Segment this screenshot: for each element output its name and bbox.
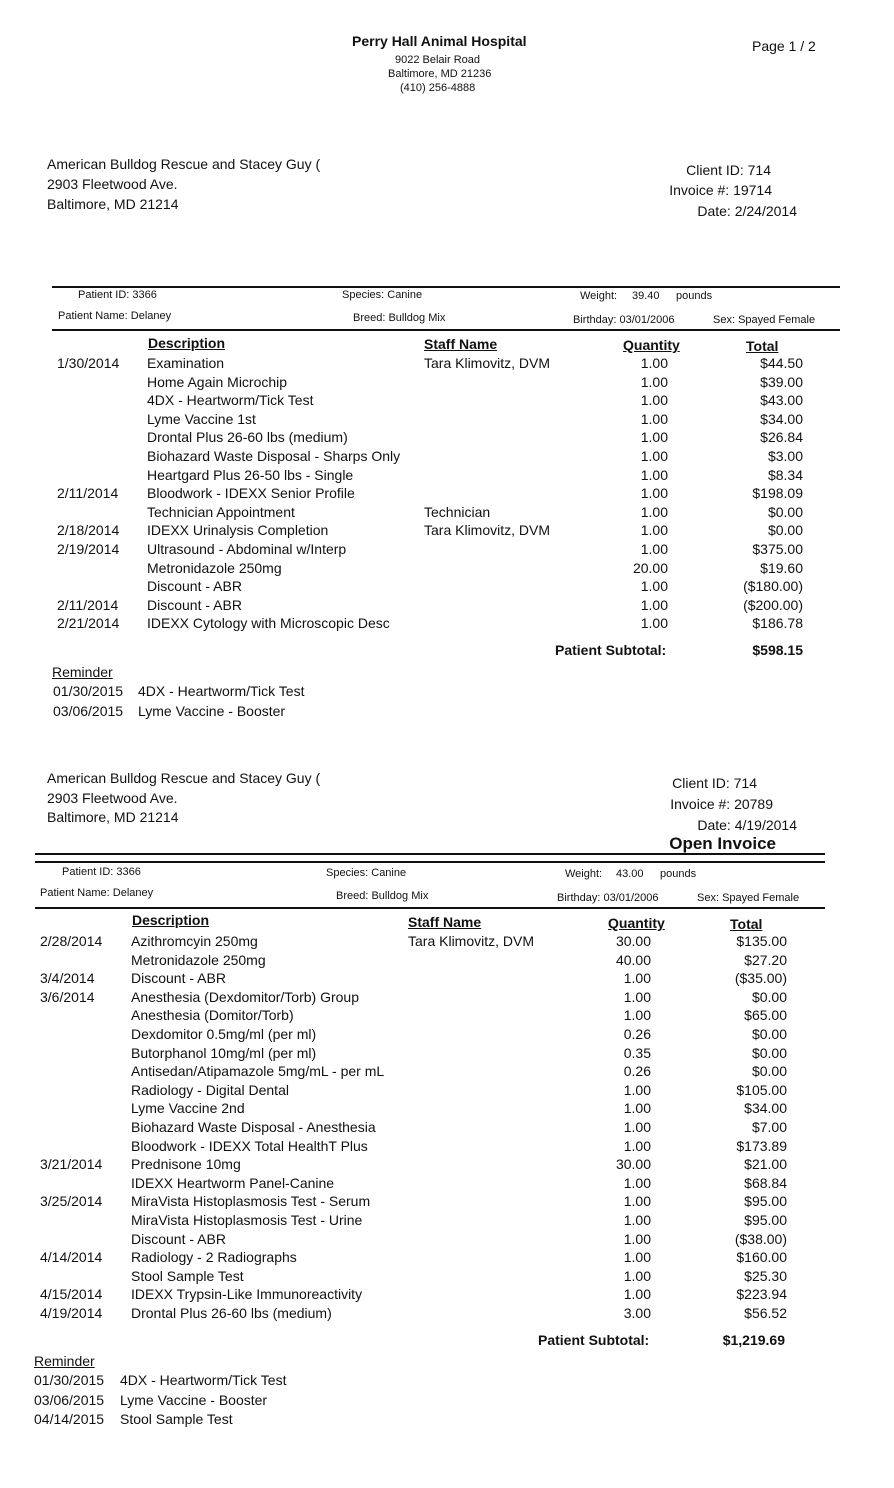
item-description: Drontal Plus 26-60 lbs (medium) (131, 1305, 332, 1321)
patient-sex: Sex: Spayed Female (697, 892, 800, 904)
item-description: Antisedan/Atipamazole 5mg/mL - per mL (131, 1063, 385, 1080)
item-total: $95.00 (744, 1193, 787, 1210)
item-description: Technician Appointment (147, 503, 295, 520)
table-row (0, 1007, 894, 1026)
table-row (0, 1249, 894, 1268)
item-quantity: 1.00 (623, 1007, 651, 1024)
divider (35, 853, 825, 855)
item-quantity: 1.00 (623, 1174, 651, 1191)
item-description: Home Again Microchip (147, 373, 288, 390)
invoice-date: Date: 4/19/2014 (697, 817, 797, 833)
item-quantity: 1.00 (623, 1100, 651, 1117)
table-row (0, 522, 894, 541)
item-quantity: 40.00 (615, 951, 651, 968)
reminder-text: Lyme Vaccine - Booster (138, 702, 286, 719)
item-total: $34.00 (744, 1100, 787, 1117)
item-total: $0.00 (751, 1026, 787, 1042)
item-total: $135.00 (736, 933, 787, 949)
patient-birthday: Birthday: 03/01/2006 (573, 314, 675, 326)
column-header-staff: Staff Name (424, 336, 498, 352)
client-name: American Bulldog Rescue and Stacey Guy ( (47, 770, 321, 786)
table-row (0, 952, 894, 971)
column-header-total: Total (746, 338, 779, 354)
reminder-item (0, 683, 894, 702)
table-row (0, 989, 894, 1008)
item-quantity: 1.00 (640, 410, 668, 427)
subtotal-label: Patient Subtotal: (538, 1332, 650, 1348)
item-total: $26.84 (760, 429, 803, 446)
column-header-quantity: Quantity (608, 915, 665, 931)
item-date: 3/4/2014 (40, 970, 95, 987)
item-date: 2/18/2014 (57, 522, 120, 539)
item-total: ($180.00) (743, 578, 803, 595)
column-header-total: Total (730, 916, 763, 932)
column-header-staff: Staff Name (408, 914, 482, 930)
item-quantity: 1.00 (640, 355, 668, 371)
subtotal-value: $598.15 (752, 642, 803, 658)
item-quantity: 1.00 (623, 1286, 651, 1303)
item-total: $39.00 (760, 373, 803, 390)
item-quantity: 30.00 (615, 933, 651, 949)
hospital-name: Perry Hall Animal Hospital (352, 33, 527, 49)
patient-weight-label: Weight: (565, 868, 603, 880)
patient-weight-unit: pounds (676, 290, 713, 302)
item-quantity: 3.00 (623, 1305, 651, 1321)
item-description: Lyme Vaccine 1st (147, 410, 256, 427)
table-row (0, 1063, 894, 1082)
item-quantity: 1.00 (640, 503, 668, 520)
item-staff: Tara Klimovitz, DVM (424, 355, 551, 371)
item-date: 2/11/2014 (57, 485, 119, 502)
item-date: 2/11/2014 (57, 596, 119, 613)
item-description: 4DX - Heartworm/Tick Test (147, 392, 314, 409)
client-address2: Baltimore, MD 21214 (47, 196, 179, 212)
invoice-number: Invoice #: 20789 (670, 796, 773, 812)
table-row (0, 1156, 894, 1175)
item-description: Stool Sample Test (131, 1267, 244, 1284)
item-description: Discount - ABR (147, 578, 242, 595)
item-total: $0.00 (767, 522, 803, 539)
item-quantity: 30.00 (615, 1156, 651, 1173)
subtotal-value: $1,219.69 (722, 1332, 785, 1348)
item-date: 3/6/2014 (40, 988, 95, 1005)
reminder-title: Reminder (52, 664, 113, 680)
item-total: $105.00 (736, 1081, 787, 1098)
item-quantity: 1.00 (640, 522, 668, 539)
item-total: $173.89 (736, 1137, 787, 1154)
column-header-quantity: Quantity (623, 337, 680, 353)
item-description: Drontal Plus 26-60 lbs (medium) (147, 429, 348, 446)
item-date: 2/19/2014 (57, 541, 120, 557)
table-row (0, 448, 894, 467)
table-row (0, 933, 894, 952)
item-total: ($35.00) (734, 970, 787, 987)
table-row (0, 1175, 894, 1194)
item-quantity: 0.26 (623, 1026, 651, 1042)
table-row (0, 485, 894, 504)
item-description: Anesthesia (Domitor/Torb) (131, 1007, 294, 1024)
patient-name: Patient Name: Delaney (40, 887, 154, 899)
item-quantity: 1.00 (623, 1267, 651, 1284)
patient-species: Species: Canine (342, 289, 423, 301)
item-quantity: 1.00 (623, 1212, 651, 1228)
item-total: $223.94 (736, 1286, 787, 1303)
table-row (0, 1026, 894, 1045)
item-quantity: 1.00 (623, 1193, 651, 1210)
item-total: $0.00 (751, 988, 787, 1005)
patient-weight-label: Weight: (580, 290, 618, 302)
item-quantity: 1.00 (623, 1137, 651, 1154)
table-row (0, 411, 894, 430)
item-quantity: 1.00 (623, 1230, 651, 1247)
table-row (0, 429, 894, 448)
item-total: $3.00 (767, 448, 803, 464)
item-description: Metronidazole 250mg (131, 951, 266, 968)
item-quantity: 1.00 (640, 392, 668, 409)
reminder-item (0, 1372, 894, 1391)
item-total: $65.00 (744, 1007, 787, 1024)
item-quantity: 1.00 (640, 485, 668, 502)
item-description: Butorphanol 10mg/ml (per ml) (131, 1044, 317, 1061)
item-quantity: 1.00 (640, 448, 668, 464)
reminder-text: 4DX - Heartworm/Tick Test (120, 1372, 287, 1388)
patient-sex: Sex: Spayed Female (713, 314, 816, 326)
patient-name: Patient Name: Delaney (58, 310, 172, 322)
item-description: Biohazard Waste Disposal - Anesthesia (131, 1119, 376, 1135)
item-description: Anesthesia (Dexdomitor/Torb) Group (131, 988, 359, 1005)
item-description: Azithromcyin 250mg (131, 933, 258, 949)
reminder-item (0, 703, 894, 722)
item-total: $44.50 (760, 355, 803, 371)
item-description: IDEXX Heartworm Panel-Canine (131, 1174, 335, 1191)
table-row (0, 578, 894, 597)
item-total: $34.00 (760, 410, 803, 427)
table-row (0, 1193, 894, 1212)
item-date: 3/21/2014 (40, 1156, 103, 1173)
patient-breed: Breed: Bulldog Mix (353, 312, 446, 324)
table-row (0, 541, 894, 560)
item-quantity: 1.00 (640, 541, 668, 557)
item-description: Biohazard Waste Disposal - Sharps Only (147, 448, 401, 464)
table-row (0, 970, 894, 989)
item-total: $25.30 (744, 1267, 787, 1284)
item-quantity: 1.00 (640, 373, 668, 390)
table-row (0, 560, 894, 579)
column-header-description: Description (148, 335, 226, 351)
table-row (0, 1119, 894, 1138)
item-description: Discount - ABR (147, 596, 242, 613)
item-description: Heartgard Plus 26-50 lbs - Single (147, 466, 354, 483)
item-total: $68.84 (744, 1174, 787, 1191)
item-description: Discount - ABR (131, 970, 226, 987)
item-date: 4/15/2014 (40, 1286, 103, 1303)
item-description: Lyme Vaccine 2nd (131, 1100, 245, 1117)
item-quantity: 20.00 (632, 559, 668, 576)
table-row (0, 1212, 894, 1231)
patient-id: Patient ID: 3366 (62, 866, 141, 878)
divider (52, 286, 840, 288)
item-staff: Technician (424, 503, 491, 520)
column-header-description: Description (132, 912, 210, 928)
client-address1: 2903 Fleetwood Ave. (47, 176, 178, 192)
item-quantity: 1.00 (623, 970, 651, 987)
client-address1: 2903 Fleetwood Ave. (47, 790, 178, 806)
table-row (0, 1305, 894, 1324)
item-total: $0.00 (767, 503, 803, 520)
item-description: Prednisone 10mg (131, 1156, 241, 1173)
subtotal-label: Patient Subtotal: (555, 642, 667, 658)
hospital-phone: (410) 256-4888 (400, 82, 476, 94)
item-date: 2/21/2014 (57, 615, 120, 632)
table-row (0, 597, 894, 616)
item-total: $95.00 (744, 1212, 787, 1228)
item-total: $8.34 (767, 466, 803, 483)
item-quantity: 1.00 (640, 615, 668, 632)
item-description: MiraVista Histoplasmosis Test - Serum (131, 1193, 371, 1210)
item-total: $7.00 (751, 1119, 787, 1135)
table-row (0, 1100, 894, 1119)
item-quantity: 1.00 (623, 1249, 651, 1266)
reminder-item (0, 1392, 894, 1411)
item-quantity: 1.00 (640, 429, 668, 446)
patient-species: Species: Canine (326, 867, 407, 879)
item-staff: Tara Klimovitz, DVM (408, 933, 535, 949)
reminder-date: 01/30/2015 (34, 1372, 105, 1388)
item-quantity: 1.00 (640, 596, 668, 613)
item-total: $43.00 (760, 392, 803, 409)
client-id: Client ID: 714 (686, 162, 771, 178)
divider (35, 861, 825, 863)
item-quantity: 1.00 (640, 466, 668, 483)
table-row (0, 467, 894, 486)
reminder-date: 03/06/2015 (53, 702, 124, 719)
reminder-date: 04/14/2015 (34, 1411, 105, 1427)
patient-weight-value: 43.00 (616, 868, 644, 880)
client-address2: Baltimore, MD 21214 (47, 809, 179, 825)
item-description: Bloodwork - IDEXX Senior Profile (147, 485, 355, 502)
table-row (0, 504, 894, 523)
item-description: Radiology - 2 Radiographs (131, 1249, 297, 1266)
patient-birthday: Birthday: 03/01/2006 (557, 892, 659, 904)
item-description: Ultrasound - Abdominal w/Interp (147, 541, 347, 557)
item-quantity: 1.00 (640, 578, 668, 595)
reminder-date: 03/06/2015 (34, 1391, 105, 1408)
item-total: $27.20 (744, 951, 787, 968)
table-row (0, 1231, 894, 1250)
item-total: ($38.00) (734, 1230, 787, 1247)
table-row (0, 355, 894, 374)
item-description: Examination (147, 355, 225, 371)
item-description: Bloodwork - IDEXX Total HealthT Plus (131, 1137, 368, 1154)
item-total: $0.00 (751, 1063, 787, 1080)
item-description: Discount - ABR (131, 1230, 226, 1247)
divider (35, 907, 825, 909)
item-description: IDEXX Trypsin-Like Immunoreactivity (131, 1286, 363, 1303)
reminder-text: Stool Sample Test (120, 1411, 233, 1427)
client-name: American Bulldog Rescue and Stacey Guy ( (47, 156, 321, 172)
item-quantity: 1.00 (623, 988, 651, 1005)
client-id: Client ID: 714 (672, 775, 757, 791)
item-description: Radiology - Digital Dental (131, 1081, 289, 1098)
table-row (0, 1045, 894, 1064)
item-total: $160.00 (736, 1249, 787, 1266)
item-total: $56.52 (744, 1305, 787, 1321)
item-quantity: 1.00 (623, 1081, 651, 1098)
item-date: 3/25/2014 (40, 1193, 103, 1210)
item-description: Metronidazole 250mg (147, 559, 282, 576)
item-quantity: 1.00 (623, 1119, 651, 1135)
item-total: ($200.00) (743, 596, 803, 613)
reminder-date: 01/30/2015 (53, 683, 124, 699)
item-description: IDEXX Cytology with Microscopic Desc (147, 615, 390, 632)
reminder-item (0, 1411, 894, 1430)
table-row (0, 392, 894, 411)
item-total: $19.60 (760, 559, 803, 576)
hospital-address-line2: Baltimore, MD 21236 (388, 68, 492, 80)
invoice-date: Date: 2/24/2014 (697, 203, 797, 219)
item-description: MiraVista Histoplasmosis Test - Urine (131, 1212, 363, 1228)
item-total: $198.09 (752, 485, 803, 502)
table-row (0, 1286, 894, 1305)
item-description: IDEXX Urinalysis Completion (147, 522, 329, 539)
table-row (0, 615, 894, 634)
divider (52, 329, 840, 331)
item-quantity: 0.26 (623, 1063, 651, 1080)
patient-weight-unit: pounds (660, 868, 697, 880)
item-total: $0.00 (751, 1044, 787, 1061)
item-quantity: 0.35 (623, 1044, 651, 1061)
patient-id: Patient ID: 3366 (78, 289, 157, 301)
patient-breed: Breed: Bulldog Mix (336, 890, 429, 902)
item-description: Dexdomitor 0.5mg/ml (per ml) (131, 1026, 317, 1042)
hospital-address-line1: 9022 Belair Road (395, 54, 481, 66)
table-row (0, 1138, 894, 1157)
item-date: 2/28/2014 (40, 933, 103, 949)
patient-weight-value: 39.40 (632, 290, 660, 302)
item-total: $21.00 (744, 1156, 787, 1173)
invoice-status: Open Invoice (669, 834, 776, 853)
item-total: $375.00 (752, 541, 803, 557)
item-total: $186.78 (752, 615, 803, 632)
table-row (0, 374, 894, 393)
table-row (0, 1268, 894, 1287)
item-date: 4/19/2014 (40, 1305, 103, 1321)
item-date: 1/30/2014 (57, 355, 120, 371)
item-date: 4/14/2014 (40, 1249, 103, 1266)
page-number: Page 1 / 2 (752, 38, 816, 54)
invoice-number: Invoice #: 19714 (669, 182, 772, 198)
reminder-text: Lyme Vaccine - Booster (120, 1391, 268, 1408)
item-staff: Tara Klimovitz, DVM (424, 522, 551, 539)
reminder-title: Reminder (34, 1353, 95, 1369)
reminder-text: 4DX - Heartworm/Tick Test (138, 683, 305, 699)
table-row (0, 1082, 894, 1101)
